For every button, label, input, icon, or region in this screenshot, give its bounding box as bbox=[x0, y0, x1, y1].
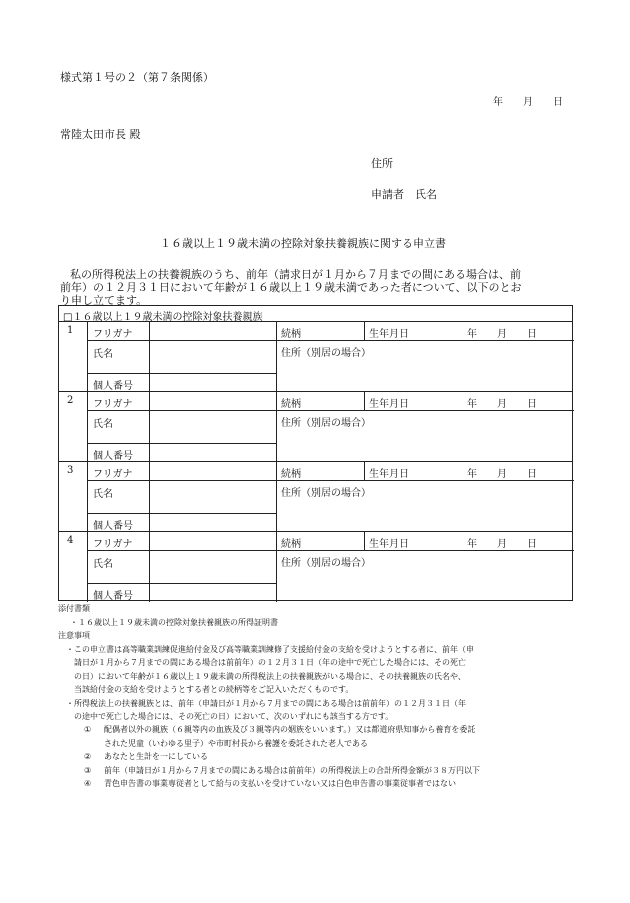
name-label: 氏名 bbox=[93, 559, 113, 570]
note-item-text: された児童（いわゆる里子）や市町村長から養護を委託された老人である bbox=[104, 738, 368, 748]
name-label: 氏名 bbox=[93, 349, 113, 360]
intro-line-2: 前年）の１２月３１日において年齢が１６歳以上１９歳未満であった者について、以下のとお bbox=[60, 281, 522, 294]
note-item-text: 配偶者以外の親族（６親等内の血族及び３親等内の姻族をいいます。）又は都道府県知事から養育を委託 bbox=[104, 725, 476, 735]
document-title: １６歳以上１９歳未満の控除対象扶養親族に関する申立書 bbox=[160, 237, 446, 250]
relation-label: 続柄 bbox=[281, 329, 301, 340]
address-separate-label: 住所（別居の場合） bbox=[281, 348, 371, 359]
mynumber-input[interactable] bbox=[151, 445, 273, 460]
applicant-label: 申請者 氏名 bbox=[371, 188, 437, 201]
mynumber-label: 個人番号 bbox=[93, 451, 133, 462]
address-separate-label: 住所（別居の場合） bbox=[281, 418, 371, 429]
dependent-row-3 bbox=[59, 462, 572, 532]
attachments-heading: 添付書類 bbox=[58, 604, 90, 613]
birth-value: 年 月 日 bbox=[467, 329, 537, 340]
note-line: の日）において年齢が１６歳以上１９歳未満の所得税法上の扶養親族がいる場合に、その扶養親族の氏名や、 bbox=[66, 671, 466, 681]
row-number: 3 bbox=[67, 465, 74, 476]
address-input[interactable] bbox=[278, 568, 568, 598]
address-separate-label: 住所（別居の場合） bbox=[281, 558, 371, 569]
name-input[interactable] bbox=[151, 412, 273, 442]
mynumber-label: 個人番号 bbox=[93, 521, 133, 532]
row-number: 2 bbox=[67, 395, 74, 406]
note-line: ・所得税法上の扶養親族とは、前年（申請日が１月から７月までの間にある場合は前前年）の１２月３１日（年 bbox=[66, 698, 466, 708]
note-item-text: 青色申告書の事業専従者として給与の支払いを受けていない又は白色申告書の事業従事者ではない bbox=[104, 779, 456, 788]
birth-value: 年 月 日 bbox=[467, 539, 537, 550]
table-caption bbox=[59, 306, 572, 322]
mynumber-label: 個人番号 bbox=[93, 591, 133, 602]
intro-line-1: 私の所得税法上の扶養親族のうち、前年（請求日が１月から７月までの間にある場合は、前 bbox=[70, 268, 521, 281]
address-input[interactable] bbox=[278, 358, 568, 388]
note-item-mark: ② bbox=[84, 752, 92, 762]
birth-value: 年 月 日 bbox=[467, 469, 537, 480]
form-label: 様式第１号の２（第７条関係） bbox=[60, 71, 214, 84]
row-number: 1 bbox=[67, 325, 74, 336]
furigana-input[interactable] bbox=[151, 394, 273, 408]
birth-label: 生年月日 bbox=[369, 329, 409, 340]
addressee: 常陸太田市長 殿 bbox=[60, 128, 141, 141]
birth-value: 年 月 日 bbox=[467, 399, 537, 410]
table-caption-text: □１６歳以上１９歳未満の控除対象扶養親族 bbox=[63, 312, 263, 323]
note-item-mark: ③ bbox=[84, 765, 92, 775]
mynumber-input[interactable] bbox=[151, 375, 273, 390]
furigana-label: フリガナ bbox=[93, 469, 133, 480]
name-input[interactable] bbox=[151, 342, 273, 372]
address-label: 住所 bbox=[371, 157, 393, 170]
address-input[interactable] bbox=[278, 498, 568, 528]
furigana-label: フリガナ bbox=[93, 329, 133, 340]
furigana-label: フリガナ bbox=[93, 399, 133, 410]
furigana-input[interactable] bbox=[151, 464, 273, 478]
mynumber-input[interactable] bbox=[151, 585, 273, 600]
name-label: 氏名 bbox=[93, 489, 113, 500]
furigana-label: フリガナ bbox=[93, 539, 133, 550]
intro-line-3: り申し立てます。 bbox=[60, 294, 148, 307]
name-input[interactable] bbox=[151, 552, 273, 582]
row-number: 4 bbox=[67, 535, 74, 546]
furigana-input[interactable] bbox=[151, 534, 273, 548]
dependent-row-1 bbox=[59, 322, 572, 392]
note-line: 当該給付金の支給を受けようとする者との続柄等をご記入いただくものです。 bbox=[66, 685, 354, 695]
note-line: ・この申立書は高等職業訓練促進給付金及び高等職業訓練修了支援給付金の支給を受けようとする者に、前年（申 bbox=[66, 645, 474, 654]
address-separate-label: 住所（別居の場合） bbox=[281, 488, 371, 499]
note-item-text: 前年（申請日が１月から７月までの間にある場合は前前年）の所得税法上の合計所得金額が３８万円以下 bbox=[104, 765, 480, 775]
name-label: 氏名 bbox=[93, 419, 113, 430]
note-item-mark: ④ bbox=[84, 779, 92, 788]
birth-label: 生年月日 bbox=[369, 469, 409, 480]
date-label: 年 月 日 bbox=[493, 97, 563, 108]
note-line: 請日が１月から７月までの間にある場合は前前年）の１２月３１日（年の途中で死亡した場合には、その死亡 bbox=[66, 658, 466, 668]
dependent-row-2 bbox=[59, 392, 572, 462]
mynumber-label: 個人番号 bbox=[93, 381, 133, 392]
relation-label: 続柄 bbox=[281, 539, 301, 550]
relation-label: 続柄 bbox=[281, 469, 301, 480]
attachment-item: ・１６歳以上１９歳未満の控除対象扶養親族の所得証明書 bbox=[70, 618, 278, 627]
name-input[interactable] bbox=[151, 482, 273, 512]
furigana-input[interactable] bbox=[151, 324, 273, 338]
address-input[interactable] bbox=[278, 428, 568, 458]
birth-label: 生年月日 bbox=[369, 539, 409, 550]
note-item-text: あなたと生計を一にしている bbox=[104, 752, 208, 762]
relation-label: 続柄 bbox=[281, 399, 301, 410]
note-line: の途中で死亡した場合には、その死亡の日）において、次のいずれにも該当する方です。 bbox=[66, 712, 394, 721]
mynumber-input[interactable] bbox=[151, 515, 273, 530]
dependents-table bbox=[58, 305, 573, 601]
dependent-row-4 bbox=[59, 532, 572, 602]
note-item-mark: ① bbox=[84, 725, 92, 735]
notes-heading: 注意事項 bbox=[58, 631, 90, 640]
birth-label: 生年月日 bbox=[369, 399, 409, 410]
